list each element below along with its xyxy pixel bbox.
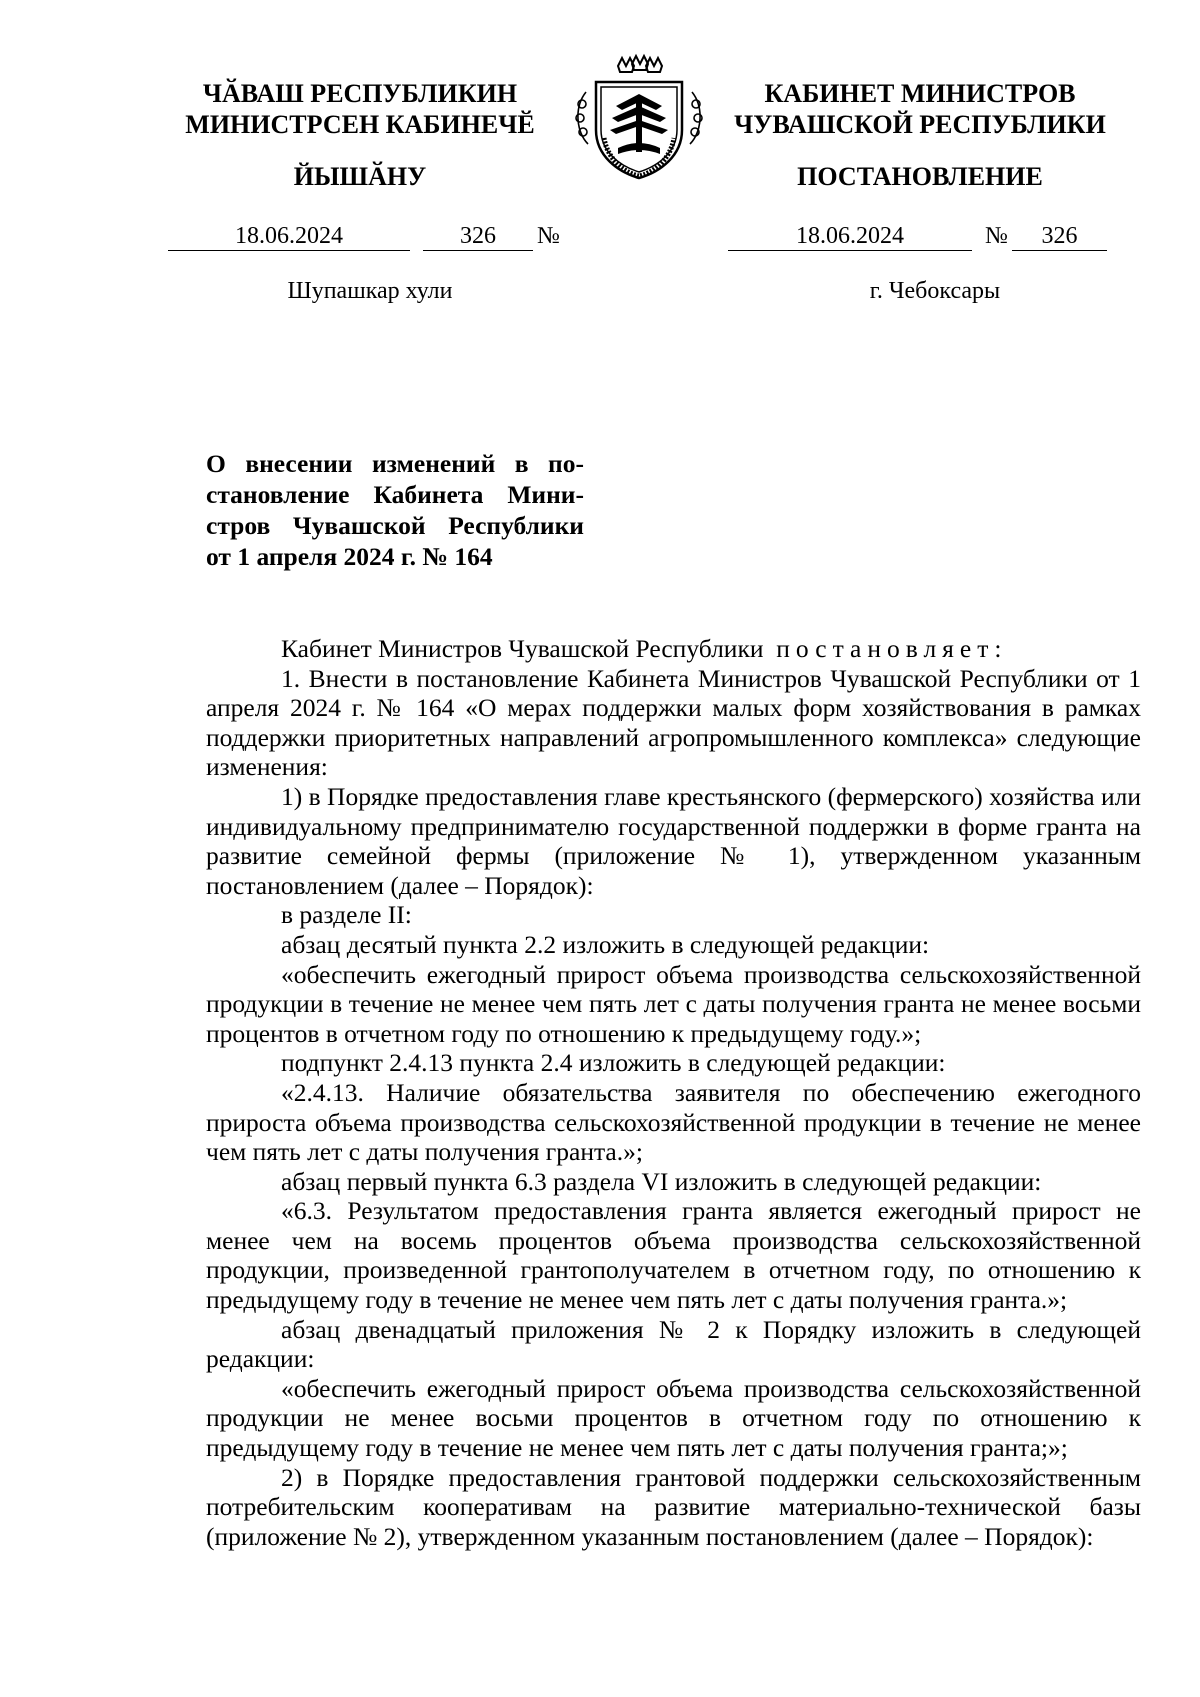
paragraph-5: «обеспечить ежегодный прирост объема производства сельскохозяйственной продукции в течение не менее чем пять лет с даты получения гранта не менее восьми процентов в отчетном году по отношению к предыдущему году.»;: [206, 959, 1141, 1048]
header-right-russian: [700, 78, 1140, 140]
date-field-left: 18.06.2024: [168, 222, 410, 251]
city-left: Шупашкар хули: [287, 278, 453, 304]
date-field-right: 18.06.2024: [728, 222, 972, 251]
header-left-line2: МИНИСТРСЕН КАБИНЕЧӖ: [185, 110, 535, 139]
number-sign-left: №: [537, 223, 560, 249]
header-left-line1: ЧӐВАШ РЕСПУБЛИКИН: [202, 79, 518, 108]
subject-line-1: О внесении изменений в по-: [206, 449, 584, 478]
document-body: [206, 634, 1141, 1551]
subject-line-4: от 1 апреля 2024 г. № 164: [206, 542, 493, 571]
paragraph-2: 1) в Порядке предоставления главе крестьянского (фермерского) хозяйства или индивидуальному предпринимателю государственной поддержки в форме гранта на развитие семейной фермы (приложение № 1), утвержденном указанным постановлением (далее – Порядок):: [206, 781, 1141, 900]
number-field-left: 326: [423, 222, 533, 251]
subject-line-2: становление Кабинета Мини-: [206, 480, 584, 509]
doc-type-russian: ПОСТАНОВЛЕНИЕ: [797, 162, 1043, 191]
paragraph-3: в разделе II:: [281, 900, 412, 930]
paragraph-10: абзац двенадцатый приложения № 2 к Порядку изложить в следующей редакции:: [206, 1314, 1141, 1374]
paragraph-12: 2) в Порядке предоставления грантовой поддержки сельскохозяйственным потребительским кооперативам на развитие материально-технической базы (приложение № 2), утвержденном указанным постановлением (далее – Порядок):: [206, 1462, 1141, 1551]
subject-line-3: стров Чувашской Республики: [206, 511, 584, 540]
document-subject: [206, 448, 584, 572]
intro-decree-word: постановляет:: [776, 634, 1008, 663]
paragraph-4: абзац десятый пункта 2.2 изложить в следующей редакции:: [281, 929, 930, 959]
paragraph-6: подпункт 2.4.13 пункта 2.4 изложить в следующей редакции:: [281, 1048, 946, 1078]
body-intro: [206, 634, 1141, 664]
header-right-line1: КАБИНЕТ МИНИСТРОВ: [764, 79, 1076, 108]
paragraph-8: абзац первый пункта 6.3 раздела VI изложить в следующей редакции:: [281, 1166, 1042, 1196]
coat-of-arms-emblem-icon: [568, 52, 710, 182]
doc-type-chuvash: ЙЫШӐНУ: [293, 162, 427, 191]
paragraph-11: «обеспечить ежегодный прирост объема производства сельскохозяйственной продукции не менее восьми процентов в отчетном году по отношению к предыдущему году в течение не менее чем пять лет с даты получения гранта;»;: [206, 1373, 1141, 1463]
intro-text: Кабинет Министров Чувашской Республики: [281, 634, 764, 663]
paragraph-1: 1. Внести в постановление Кабинета Министров Чувашской Республики от 1 апреля 2024 г. № 164 «О мерах поддержки малых форм хозяйствования в рамках поддержки приоритетных направлений агропромышленного комплекса» следующие изменения:: [206, 663, 1141, 782]
number-sign-right: №: [985, 223, 1008, 249]
city-right: г. Чебоксары: [869, 278, 1001, 304]
header-right-line2: ЧУВАШСКОЙ РЕСПУБЛИКИ: [734, 110, 1106, 139]
number-field-right: 326: [1012, 222, 1107, 251]
header-left-chuvash: [150, 78, 570, 140]
paragraph-9: «6.3. Результатом предоставления гранта является ежегодный прирост не менее чем на восемь процентов объема производства сельскохозяйственной продукции, произведенной грантополучателем в отчетном году, по отношению к предыдущему году в течение не менее чем пять лет с даты получения гранта.»;: [206, 1196, 1141, 1315]
date-number-right: [0, 222, 1200, 252]
paragraph-7: «2.4.13. Наличие обязательства заявителя по обеспечению ежегодного прироста объема производства сельскохозяйственной продукции в течение не менее чем пять лет с даты получения гранта.»;: [206, 1077, 1141, 1167]
